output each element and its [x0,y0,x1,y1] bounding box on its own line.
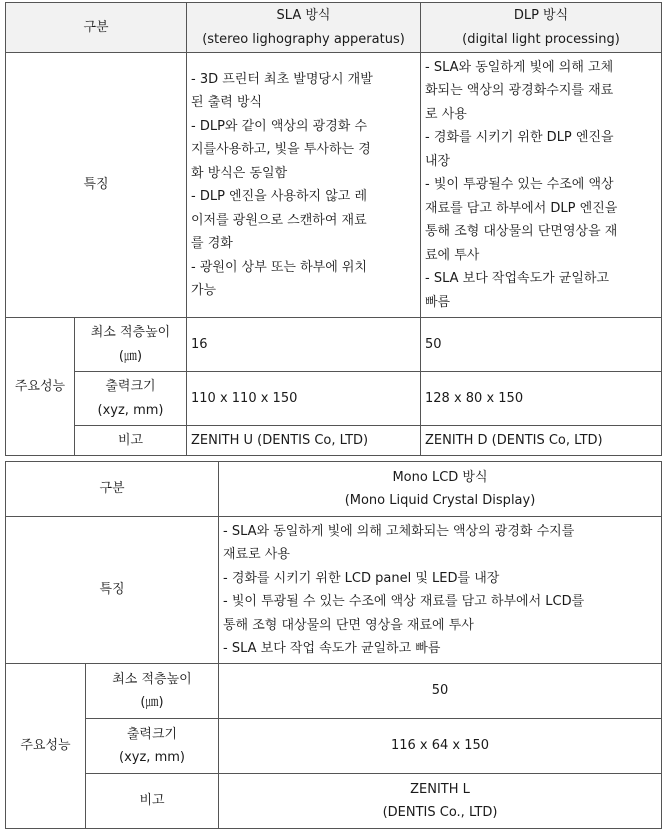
feature-line: - SLA와 동일하게 빛에 의해 고체화되는 액상의 광경화 수지를 [223,523,575,539]
feature-line: 지를사용하고, 빛을 투사하는 경 [191,142,371,157]
row-label-line2: (xyz, mm) [119,750,185,765]
header-category: 구분 [6,462,219,517]
row-label-line2: (㎛) [140,695,164,710]
row-label-line2: (xyz, mm) [97,402,164,418]
row-label-line1: 최소 적층높이 [112,671,192,687]
feature-line: - 3D 프린터 최초 발명당시 개발 [191,71,373,87]
header-sla-subtitle: (stereo lighography apperatus) [202,31,405,47]
row-label-remarks: 비고 [86,774,219,829]
row-label-line1: 최소 적층높이 [90,325,171,340]
feature-line: - 경화를 시키기 위한 LCD panel 및 LED를 내장 [223,570,500,586]
feature-line: 이저를 광원으로 스캔하여 재료 [191,212,367,228]
header-category: 구분 [6,3,187,53]
header-lcd-subtitle: (Mono Liquid Crystal Display) [344,493,536,508]
feature-line: 를 경화 [191,236,233,251]
dlp-min-layer: 50 [421,318,662,372]
lcd-min-layer: 50 [219,664,662,719]
row-label-min-layer [86,664,219,719]
dlp-output-size: 128 x 80 x 150 [421,372,662,426]
row-label-remarks: 비고 [75,426,187,456]
feature-line: - DLP와 같이 액상의 광경화 수 [191,118,368,134]
row-label-line2: (㎛) [118,348,143,364]
row-label-line1: 출력크기 [105,379,156,394]
sla-features [187,53,421,318]
feature-line: 화되는 액상의 광경화수지를 재료 [425,83,614,99]
header-sla [187,3,421,53]
feature-line: - SLA 보다 작업 속도가 균일하고 빠름 [223,641,441,656]
row-label-output-size [75,372,187,426]
lcd-features [219,517,662,664]
features-label: 특징 [6,53,187,318]
sla-min-layer: 16 [187,318,421,372]
performance-label: 주요성능 [6,664,86,829]
feature-line: 통해 조형 대상물의 단면 영상을 재료에 투사 [223,617,474,633]
header-dlp-subtitle: (digital light processing) [462,31,620,47]
header-dlp-title: DLP 방식 [513,8,569,23]
header-sla-title: SLA 방식 [276,8,331,23]
feature-line: 재료로 사용 [223,547,290,562]
dlp-features [421,53,662,318]
feature-line: - 경화를 시키기 위한 DLP 엔진을 [425,130,614,146]
feature-line: - 빛이 투광될수 있는 수조에 액상 [425,177,614,193]
feature-line: 로 사용 [425,106,467,122]
row-label-min-layer [75,318,187,372]
row-label-line1: 출력크기 [126,726,178,742]
sla-output-size: 110 x 110 x 150 [187,372,421,426]
feature-line: 가능 [191,283,217,298]
performance-label: 주요성능 [6,318,75,456]
comparison-table-lcd [5,461,662,829]
header-lcd [219,462,662,517]
comparison-table-sla-dlp [5,2,662,456]
feature-line: 빠름 [425,294,451,310]
feature-line: - SLA 보다 작업속도가 균일하고 [425,271,610,287]
lcd-remarks-line1: ZENITH L [410,781,470,797]
header-lcd-title: Mono LCD 방식 [392,469,488,485]
feature-line: 재료를 담고 하부에서 DLP 엔진을 [425,200,618,216]
lcd-output-size: 116 x 64 x 150 [219,719,662,774]
lcd-remarks [219,774,662,829]
row-label-output-size [86,719,219,774]
feature-line: 화 방식은 동일함 [191,165,288,181]
sla-remarks: ZENITH U (DENTIS Co, LTD) [187,426,421,456]
feature-line: - SLA와 동일하게 빛에 의해 고체 [425,59,614,75]
feature-line: 된 출력 방식 [191,95,263,110]
feature-line: - 빛이 투광될 수 있는 수조에 액상 재료를 담고 하부에서 LCD를 [223,594,585,609]
feature-line: 료에 투사 [425,247,480,263]
feature-line: 내장 [425,153,451,169]
feature-line: 통해 조형 대상물의 단면영상을 재 [425,224,618,240]
header-dlp [421,3,662,53]
feature-line: - DLP 엔진을 사용하지 않고 레 [191,189,368,204]
features-label: 특징 [6,517,219,664]
lcd-remarks-line2: (DENTIS Co., LTD) [382,805,498,820]
dlp-remarks: ZENITH D (DENTIS Co, LTD) [421,426,662,456]
feature-line: - 광원이 상부 또는 하부에 위치 [191,259,368,275]
